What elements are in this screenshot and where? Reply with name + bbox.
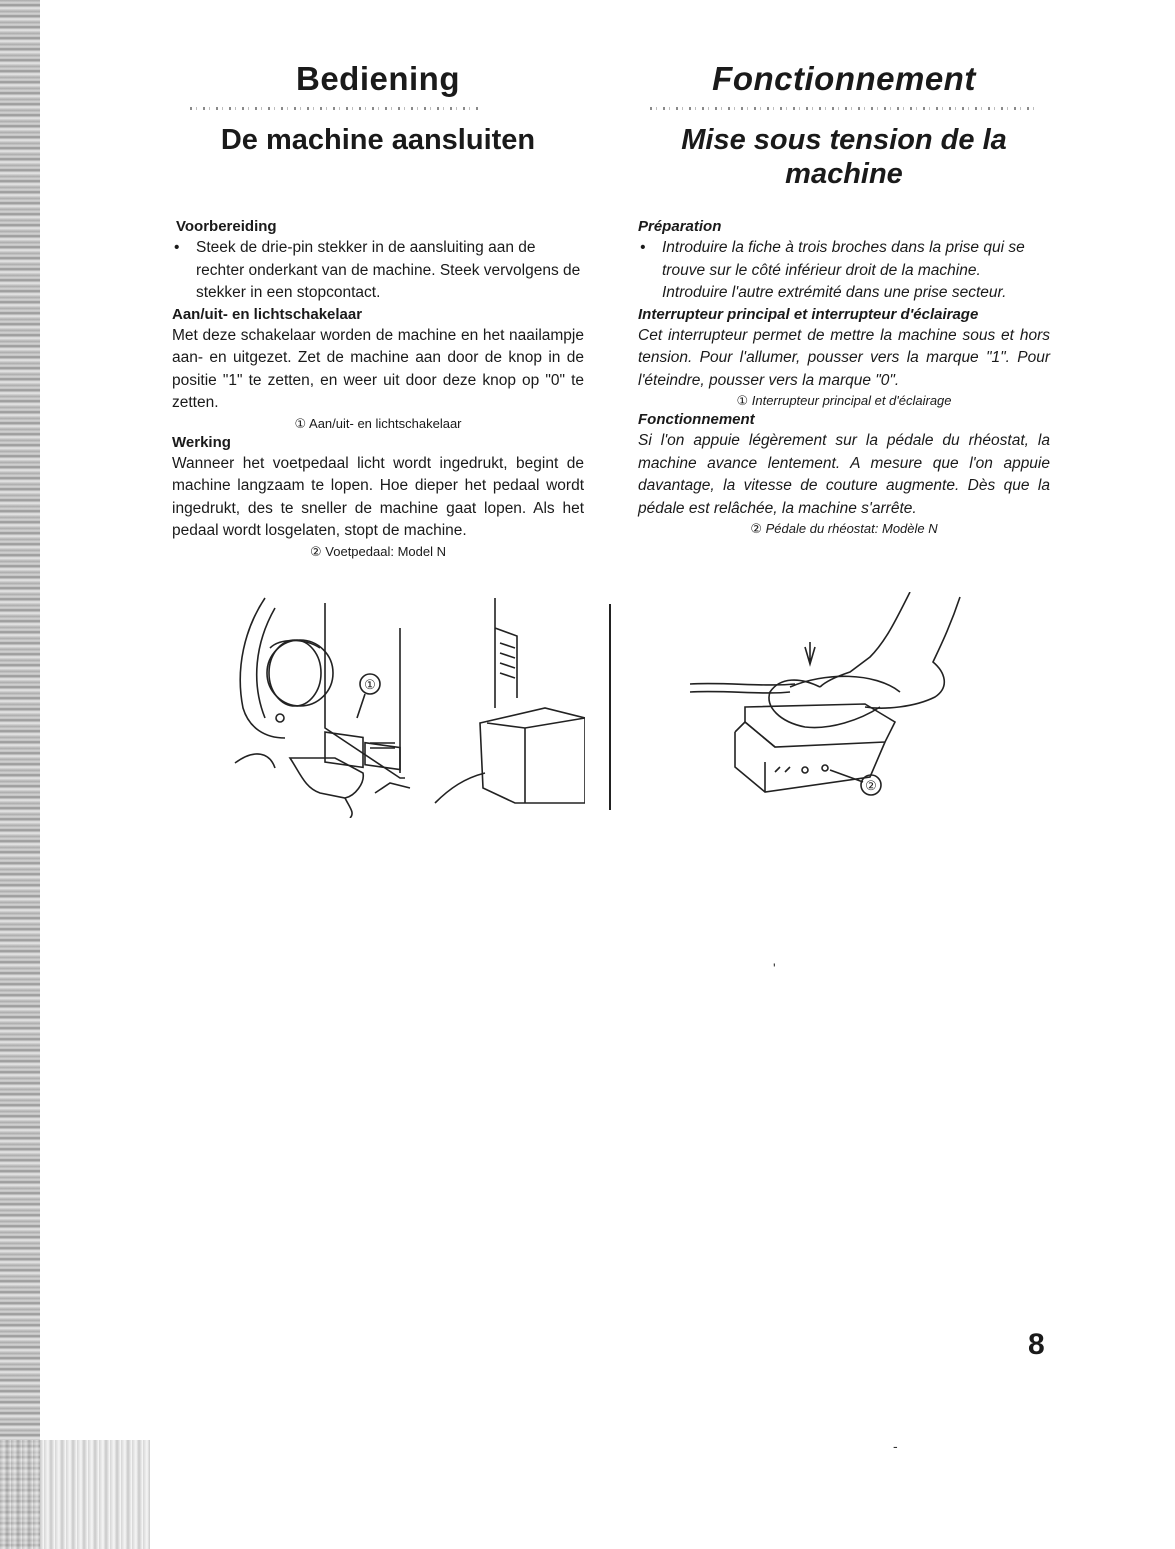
caption-voetpedaal: ② Voetpedaal: Model N xyxy=(310,543,446,559)
text-interrupteur: Cet interrupteur permet de mettre la machine sous et hors tension. Pour l'allumer, pousser vers la marque "1". Pour l'éteindre, pousser vers la marque "0". xyxy=(638,326,1050,389)
page-number: 8 xyxy=(1028,1328,1045,1361)
callout-1-label: ① xyxy=(364,677,376,692)
caption-aan-uit: ① Aan/uit- en lichtschakelaar xyxy=(294,415,462,431)
subheading-machine-aansluiten: De machine aansluiten xyxy=(220,124,536,156)
figure-foot-pedal xyxy=(685,592,985,807)
callout-2-label: ② xyxy=(865,778,877,793)
bullet-voorbereiding xyxy=(172,237,584,305)
caption-interrupteur: ① Interrupteur principal et d'éclairage xyxy=(736,393,952,408)
column-dutch xyxy=(172,55,584,561)
section-title-aan-uit: Aan/uit- en lichtschakelaar xyxy=(172,305,363,323)
figure-machine-switch xyxy=(225,588,585,818)
section-title-preparation: Préparation xyxy=(638,218,722,235)
section-title-werking: Werking xyxy=(172,433,231,451)
bullet-preparation-text: Introduire la fiche à trois broches dans la prise qui se trouve sur le côté inférieur droit de la machine. Introduire l'autre extrémité dans une prise secteur. xyxy=(662,239,1025,301)
bullet-voorbereiding-text: Steek de drie-pin stekker in de aansluiting aan de rechter onderkant van de machine. Steek vervolgens de stekker in een stopcontact. xyxy=(196,239,581,301)
section-title-fonctionnement: Fonctionnement xyxy=(638,411,755,428)
scan-edge-shadow xyxy=(0,0,40,1549)
subheading-mise-sous-tension-line2: machine xyxy=(785,158,903,190)
text-werking: Wanneer het voetpedaal licht wordt ingedrukt, begint de machine langzaam te lopen. Hoe dieper het pedaal wordt ingedrukt, des te sneller de machine gaat lopen. Als het pedaal wordt losgelaten, stopt de machine. xyxy=(172,454,584,539)
section-title-interrupteur: Interrupteur principal et interrupteur d'éclairage xyxy=(638,305,979,323)
heading-fonctionnement: Fonctionnement xyxy=(712,60,976,97)
section-title-voorbereiding: Voorbereiding xyxy=(176,218,277,235)
column-divider xyxy=(609,604,611,810)
caption-pedale: ② Pédale du rhéostat: Modèle N xyxy=(750,521,938,536)
bullet-preparation xyxy=(638,237,1050,305)
bullet-dot: • xyxy=(174,239,180,256)
scan-speck: - xyxy=(893,1438,898,1454)
text-aan-uit: Met deze schakelaar worden de machine en het naailampje aan- en uitgezet. Zet de machine aan door de knop in de positie "1" te zetten, en weer uit door deze knop op "0" te zetten. xyxy=(172,326,584,411)
text-fonctionnement: Si l'on appuie légèrement sur la pédale du rhéostat, la machine avance lentement. A mesure que l'on appuie davantage, la vitesse de couture augmente. Dès que la pédale est relâchée, la machine s'arrête. xyxy=(638,432,1050,517)
column-french xyxy=(638,55,1050,538)
subheading-mise-sous-tension-line1: Mise sous tension de la xyxy=(681,124,1007,156)
bullet-dot: • xyxy=(640,239,646,256)
scan-edge-bottom-shadow xyxy=(0,1440,150,1549)
scan-speck: ' xyxy=(773,960,776,976)
heading-bediening: Bediening xyxy=(295,60,460,97)
